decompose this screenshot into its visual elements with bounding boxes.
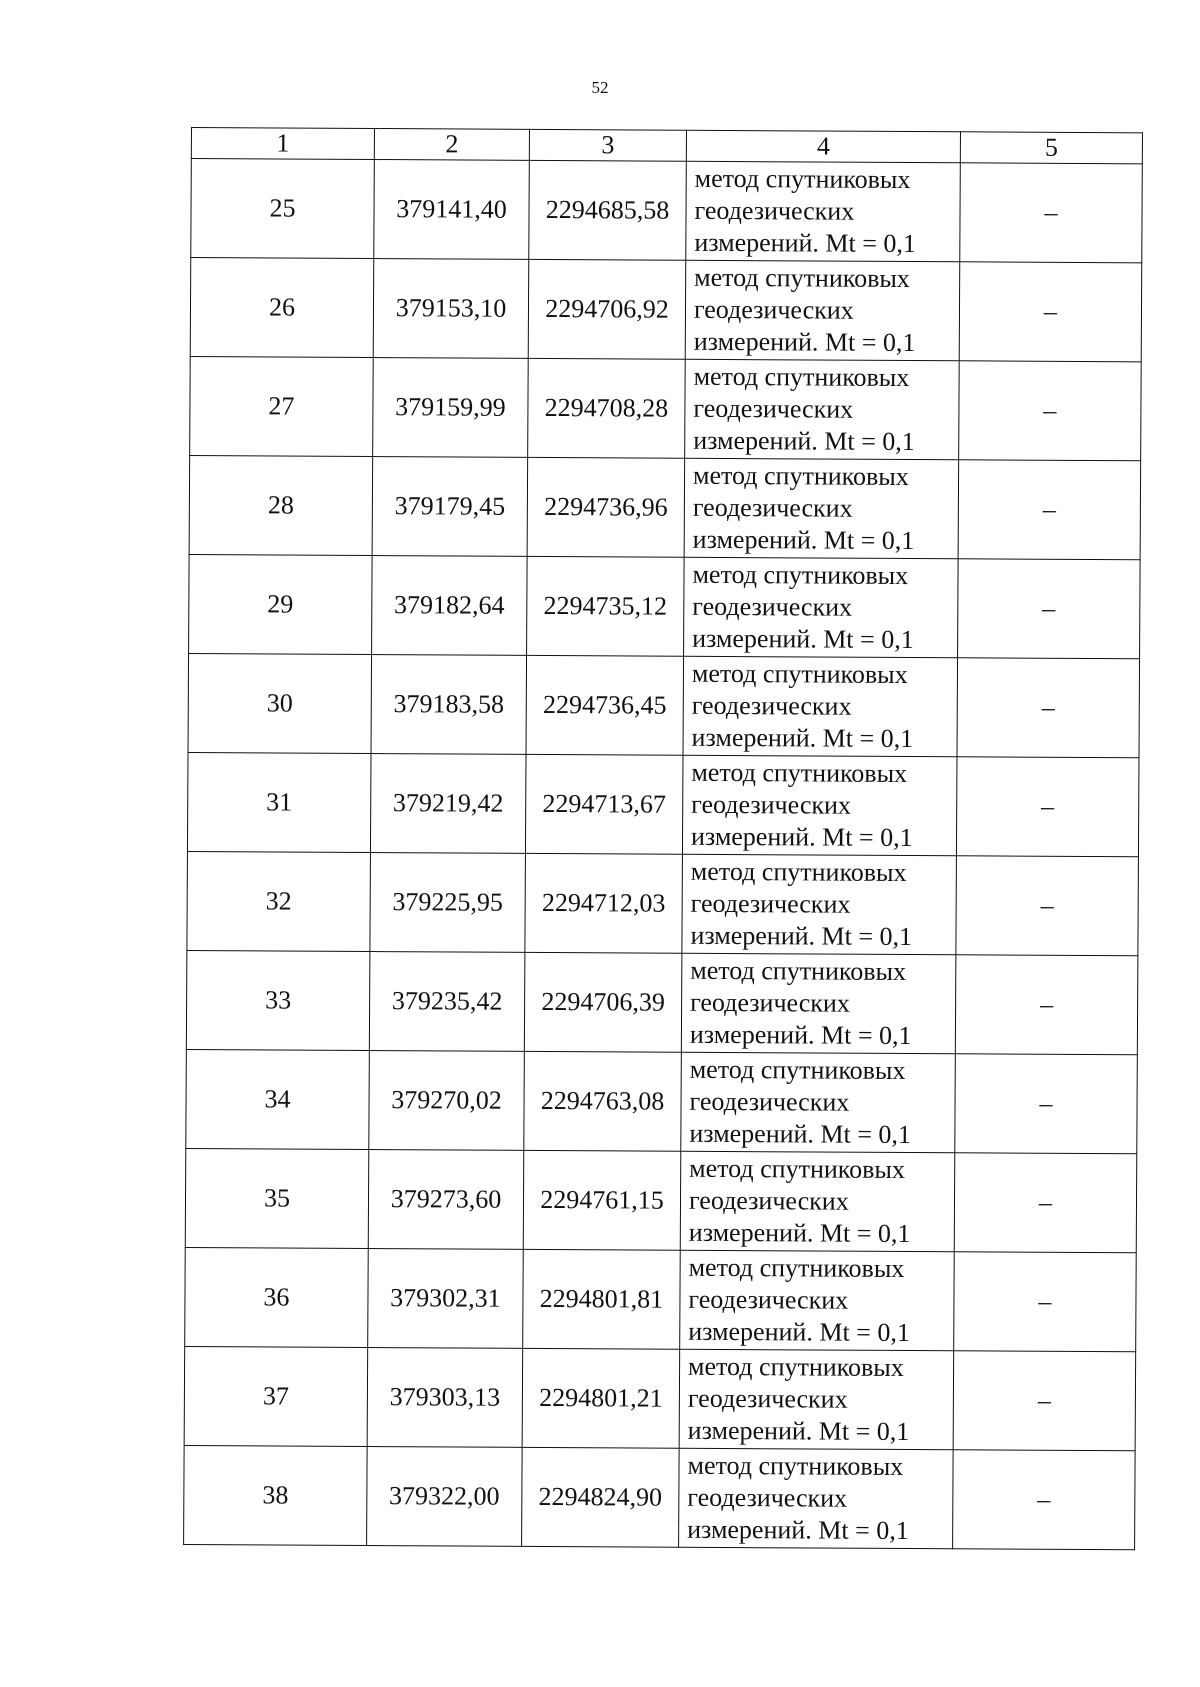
method-description-line: измерений. Mt = 0,1	[692, 524, 915, 556]
method-description-line: измерений. Mt = 0,1	[694, 227, 917, 259]
method-description-cell	[679, 1349, 954, 1450]
y-coordinate-cell: 2294761,15	[523, 1150, 681, 1250]
x-coordinate-cell: 379273,60	[368, 1150, 524, 1250]
point-number-cell: 31	[187, 752, 371, 852]
method-description-line: метод спутниковых	[691, 658, 908, 690]
y-coordinate-cell: 2294712,03	[525, 853, 683, 953]
point-number-cell: 36	[185, 1247, 369, 1347]
method-description-line: измерений. Mt = 0,1	[687, 1514, 909, 1546]
y-coordinate-cell: 2294713,67	[525, 754, 683, 854]
point-number-cell: 26	[190, 258, 374, 358]
method-description-line: геодезических	[690, 987, 850, 1018]
method-description-line: геодезических	[693, 393, 854, 424]
method-description-line: метод спутниковых	[689, 1054, 906, 1086]
point-number-cell: 35	[185, 1148, 369, 1248]
point-number-cell: 30	[188, 653, 372, 753]
point-number-cell: 34	[186, 1049, 370, 1149]
method-description-line: метод спутниковых	[690, 856, 907, 888]
method-description-cell	[681, 1052, 956, 1153]
table-row	[188, 653, 1140, 757]
method-description-line: измерений. Mt = 0,1	[691, 722, 914, 754]
method-description-cell	[679, 1448, 954, 1549]
y-coordinate-cell: 2294706,92	[528, 259, 686, 359]
table-row	[186, 1049, 1138, 1153]
column-5-cell: –	[953, 1450, 1136, 1550]
point-number-cell: 27	[190, 356, 374, 456]
column-5-cell: –	[955, 1054, 1138, 1154]
method-description-line: метод спутниковых	[688, 1351, 904, 1382]
method-description-line: метод спутниковых	[688, 1252, 905, 1284]
method-description-line: геодезических	[694, 195, 855, 226]
y-coordinate-cell: 2294708,28	[528, 358, 686, 458]
method-description-line: геодезических	[688, 1185, 849, 1216]
column-5-cell: –	[954, 1153, 1137, 1253]
coordinates-table	[183, 127, 1143, 1550]
point-number-cell: 37	[184, 1346, 368, 1446]
method-description-line: геодезических	[687, 1383, 848, 1414]
x-coordinate-cell: 379183,58	[371, 655, 527, 755]
table-row	[185, 1247, 1137, 1351]
table-row	[187, 752, 1139, 856]
x-coordinate-cell: 379322,00	[367, 1447, 523, 1547]
table-row	[191, 159, 1143, 263]
method-description-line: метод спутниковых	[694, 163, 911, 195]
method-description-cell	[684, 458, 959, 559]
method-description-line: геодезических	[689, 1086, 850, 1117]
method-description-line: метод спутниковых	[694, 262, 910, 294]
column-5-cell: –	[953, 1351, 1136, 1451]
method-description-line: измерений. Mt = 0,1	[689, 1118, 912, 1150]
x-coordinate-cell: 379153,10	[373, 259, 529, 359]
x-coordinate-cell: 379225,95	[370, 853, 526, 953]
method-description-cell	[684, 557, 959, 658]
y-coordinate-cell: 2294824,90	[522, 1447, 680, 1547]
page-number: 52	[591, 78, 609, 97]
method-description-line: геодезических	[690, 888, 851, 919]
x-coordinate-cell: 379219,42	[370, 754, 526, 854]
column-5-cell: –	[958, 559, 1141, 659]
method-description-line: геодезических	[688, 1284, 849, 1315]
table-row	[190, 258, 1142, 362]
point-number-cell: 33	[186, 950, 370, 1050]
column-5-cell: –	[959, 361, 1142, 461]
method-description-line: измерений. Mt = 0,1	[692, 623, 914, 655]
method-description-cell	[680, 1151, 955, 1252]
table-row	[186, 950, 1138, 1054]
column-5-cell: –	[954, 1252, 1137, 1352]
header-col-5: 5	[960, 132, 1142, 164]
method-description-cell	[685, 359, 960, 460]
method-description-cell	[686, 161, 961, 262]
point-number-cell: 32	[187, 851, 371, 951]
method-description-line: измерений. Mt = 0,1	[690, 821, 913, 853]
table-row	[184, 1346, 1136, 1450]
y-coordinate-cell: 2294706,39	[524, 952, 682, 1052]
header-col-1: 1	[191, 128, 374, 160]
x-coordinate-cell: 379159,99	[373, 358, 529, 458]
point-number-cell: 28	[189, 455, 373, 555]
x-coordinate-cell: 379303,13	[367, 1348, 523, 1448]
method-description-line: геодезических	[687, 1482, 848, 1513]
table-row	[184, 1445, 1136, 1549]
method-description-cell	[683, 656, 958, 757]
y-coordinate-cell: 2294763,08	[524, 1051, 682, 1151]
method-description-line: измерений. Mt = 0,1	[688, 1316, 910, 1348]
method-description-line: метод спутниковых	[691, 757, 908, 789]
x-coordinate-cell: 379141,40	[374, 160, 530, 260]
y-coordinate-cell: 2294801,81	[523, 1249, 681, 1349]
method-description-line: геодезических	[692, 591, 853, 622]
method-description-line: измерений. Mt = 0,1	[688, 1217, 911, 1249]
method-description-line: геодезических	[691, 789, 852, 820]
method-description-line: метод спутниковых	[692, 460, 909, 492]
table-row	[189, 455, 1141, 559]
header-col-3: 3	[529, 129, 686, 161]
column-5-cell: –	[960, 163, 1143, 263]
table-row	[187, 851, 1139, 955]
x-coordinate-cell: 379302,31	[368, 1249, 524, 1349]
method-description-line: измерений. Mt = 0,1	[687, 1415, 910, 1447]
method-description-line: геодезических	[692, 492, 853, 523]
column-5-cell: –	[955, 955, 1138, 1055]
method-description-cell	[682, 854, 957, 955]
column-5-cell: –	[956, 757, 1139, 857]
method-description-line: измерений. Mt = 0,1	[693, 425, 915, 457]
table-row	[185, 1148, 1137, 1252]
header-col-4: 4	[686, 130, 960, 163]
column-5-cell: –	[959, 262, 1142, 362]
table-body	[184, 159, 1143, 1550]
table-row	[190, 356, 1142, 460]
method-description-line: измерений. Mt = 0,1	[689, 1019, 912, 1051]
y-coordinate-cell: 2294735,12	[527, 556, 685, 656]
x-coordinate-cell: 379179,45	[372, 457, 528, 557]
method-description-cell	[685, 260, 960, 361]
y-coordinate-cell: 2294736,45	[526, 655, 684, 755]
method-description-line: метод спутниковых	[687, 1450, 904, 1481]
header-col-2: 2	[374, 129, 529, 161]
column-5-cell: –	[956, 856, 1139, 956]
x-coordinate-cell: 379270,02	[369, 1051, 525, 1151]
y-coordinate-cell: 2294685,58	[529, 160, 687, 260]
point-number-cell: 29	[189, 554, 373, 654]
x-coordinate-cell: 379235,42	[369, 952, 525, 1052]
x-coordinate-cell: 379182,64	[372, 556, 528, 656]
column-5-cell: –	[958, 460, 1141, 560]
point-number-cell: 38	[184, 1445, 368, 1545]
method-description-cell	[680, 1250, 955, 1351]
y-coordinate-cell: 2294736,96	[527, 457, 685, 557]
method-description-line: метод спутниковых	[689, 1153, 905, 1185]
method-description-line: измерений. Mt = 0,1	[693, 326, 916, 358]
y-coordinate-cell: 2294801,21	[522, 1348, 680, 1448]
table-row	[189, 554, 1141, 658]
method-description-cell	[682, 755, 957, 856]
method-description-line: измерений. Mt = 0,1	[690, 920, 913, 952]
method-description-line: геодезических	[693, 294, 854, 325]
point-number-cell: 25	[191, 159, 375, 259]
method-description-line: метод спутниковых	[690, 955, 907, 987]
column-5-cell: –	[957, 658, 1140, 758]
method-description-line: метод спутниковых	[692, 559, 909, 591]
method-description-line: геодезических	[691, 690, 852, 721]
method-description-line: метод спутниковых	[693, 361, 910, 393]
method-description-cell	[681, 953, 956, 1054]
